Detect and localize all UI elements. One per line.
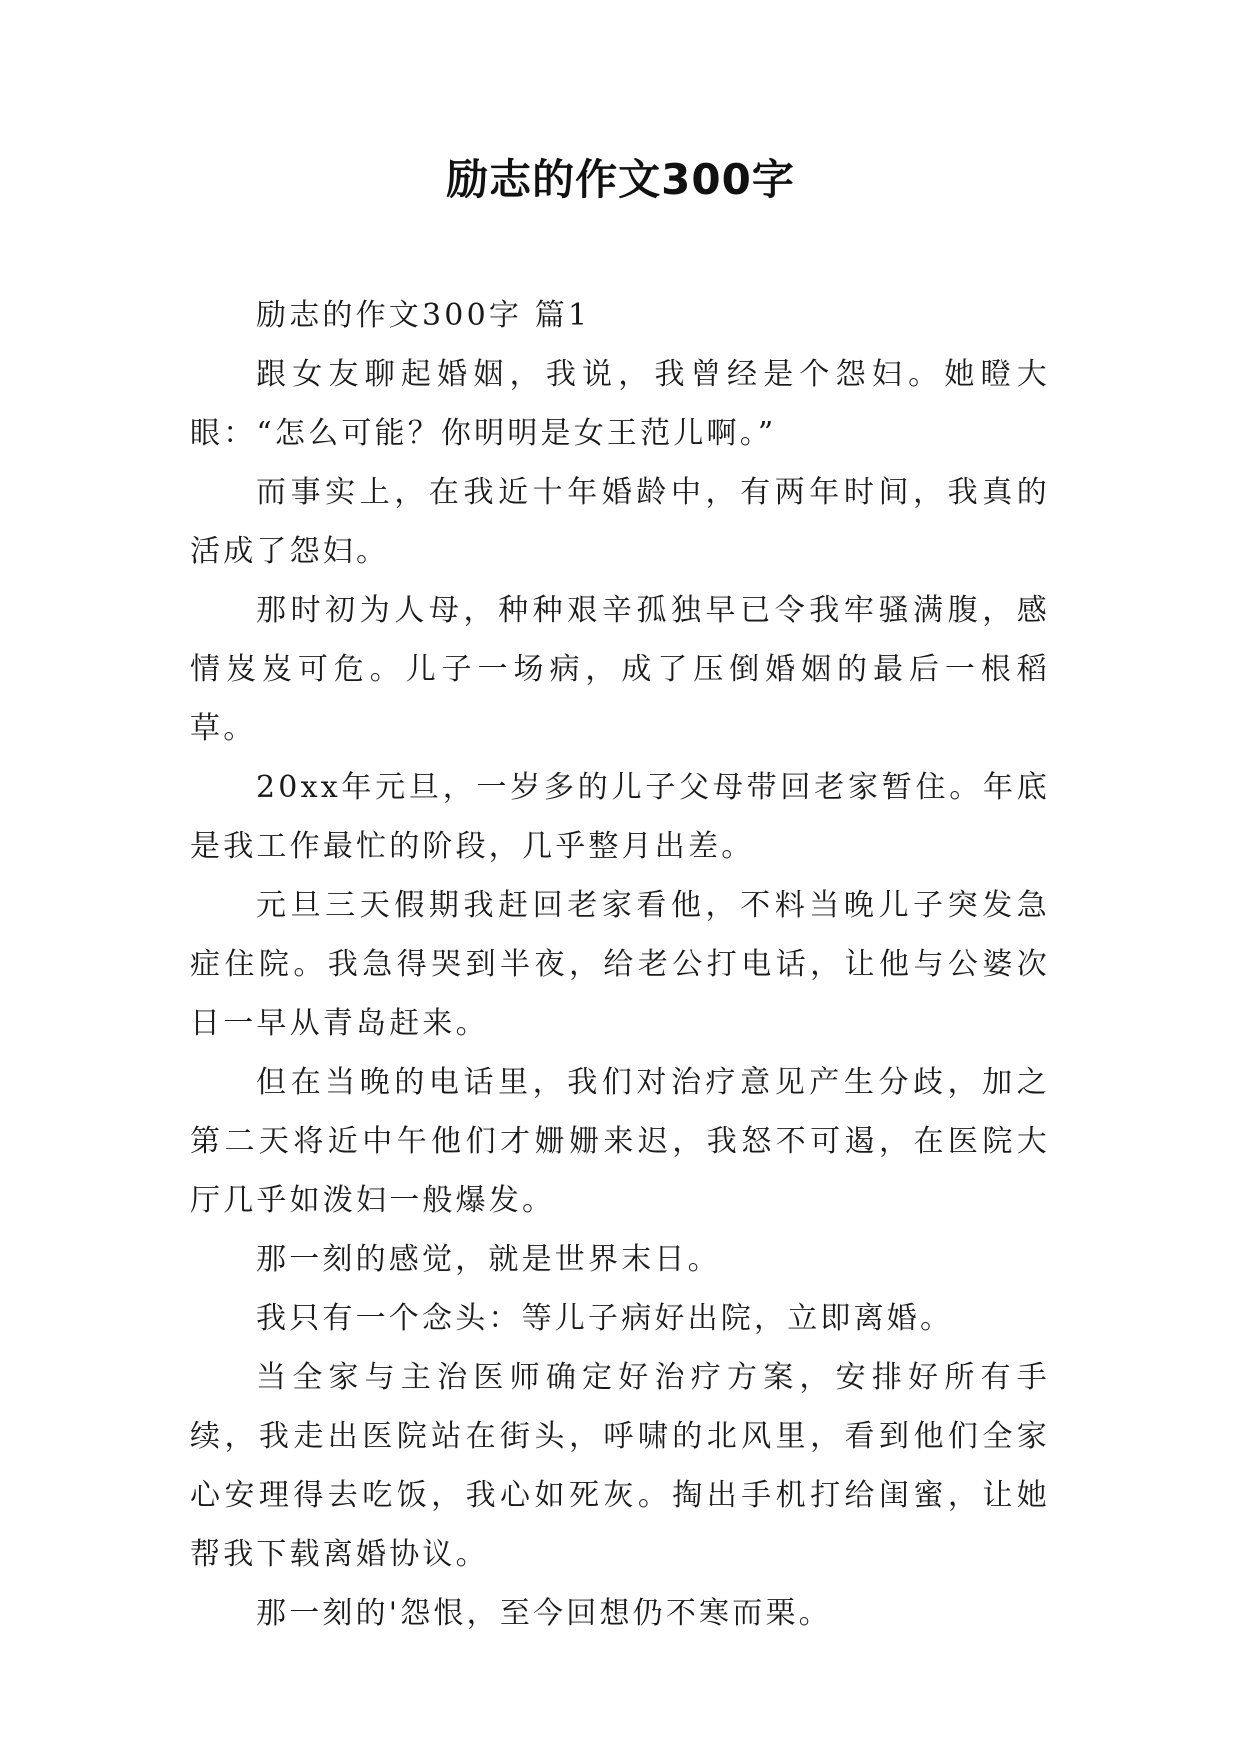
paragraph: 跟女友聊起婚姻，我说，我曾经是个怨妇。她瞪大眼：“怎么可能？你明明是女王范儿啊。” xyxy=(190,357,1050,451)
paragraph: 我只有一个念头：等儿子病好出院，立即离婚。 xyxy=(256,1301,954,1336)
paragraph: 那一刻的感觉，就是世界末日。 xyxy=(256,1242,721,1277)
paragraph: 20xx年元旦，一岁多的儿子父母带回老家暂住。年底是我工作最忙的阶段，几乎整月出差。 xyxy=(190,770,1050,864)
document-title: 励志的作文300字 xyxy=(446,155,795,204)
paragraph: 当全家与主治医师确定好治疗方案，安排好所有手续，我走出医院站在街头，呼啸的北风里，看到他们全家心安理得去吃饭，我心如死灰。掏出手机打给闺蜜，让她帮我下载离婚协议。 xyxy=(190,1360,1050,1572)
paragraph: 那一刻的'怨恨，至今回想仍不寒而栗。 xyxy=(256,1596,832,1631)
paragraph: 那时初为人母，种种艰辛孤独早已令我牢骚满腹，感情岌岌可危。儿子一场病，成了压倒婚姻的最后一根稻草。 xyxy=(190,593,1050,746)
paragraph: 但在当晚的电话里，我们对治疗意见产生分歧，加之第二天将近中午他们才姗姗来迟，我怒不可遏，在医院大厅几乎如泼妇一般爆发。 xyxy=(190,1065,1050,1218)
paragraph: 而事实上，在我近十年婚龄中，有两年时间，我真的活成了怨妇。 xyxy=(190,475,1050,569)
paragraph: 元旦三天假期我赶回老家看他，不料当晚儿子突发急症住院。我急得哭到半夜，给老公打电话，让他与公婆次日一早从青岛赶来。 xyxy=(190,888,1050,1041)
document-body xyxy=(190,286,1050,1643)
section-heading: 励志的作文300字 篇1 xyxy=(256,298,591,333)
